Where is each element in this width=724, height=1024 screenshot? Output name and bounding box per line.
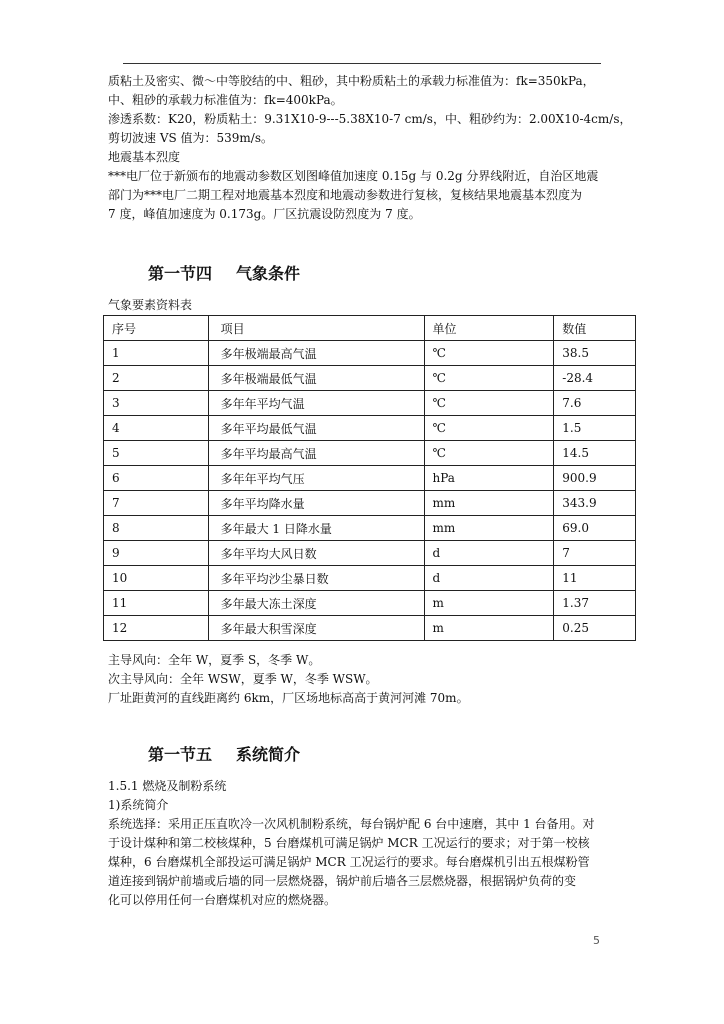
- table-cell: 多年平均大风日数: [208, 541, 424, 566]
- table-row: [104, 541, 636, 566]
- text-line: 于设计煤种和第二校核煤种，5 台磨煤机可满足锅炉 MCR 工况运行的要求；对于第一校核: [108, 836, 590, 850]
- text-line: 厂址距黄河的直线距离约 6km，厂区场地标高高于黄河河滩 70m。: [108, 691, 469, 705]
- table-cell: 多年最大积雪深度: [208, 616, 424, 641]
- table-row: [104, 466, 636, 491]
- table-row: [104, 566, 636, 591]
- section-title: 气象条件: [236, 264, 301, 283]
- header-cell: 单位: [424, 316, 554, 341]
- table-cell: 11: [554, 566, 636, 591]
- header-cell: 序号: [104, 316, 209, 341]
- wind-paragraph: [108, 651, 622, 708]
- text-line: 剪切波速 VS 值为：539m/s。: [108, 131, 274, 145]
- table-cell: 900.9: [554, 466, 636, 491]
- text-line: 质粘土及密实、微～中等胶结的中、粗砂，其中粉质粘土的承载力标准值为：fk=350kPa，: [108, 74, 595, 88]
- table-header-row: [104, 316, 636, 341]
- table-cell: 11: [104, 591, 209, 616]
- table-cell: 4: [104, 416, 209, 441]
- text-line: 系统选择：采用正压直吹冷一次风机制粉系统，每台锅炉配 6 台中速磨，其中 1 台备用。对: [108, 817, 595, 831]
- section-number: 第一节四: [148, 264, 213, 283]
- table-row: [104, 366, 636, 391]
- table-cell: 10: [104, 566, 209, 591]
- table-cell: hPa: [424, 466, 554, 491]
- text-line: ***电厂位于新颁布的地震动参数区划图峰值加速度 0.15g 与 0.2g 分界线附近，自治区地震: [108, 169, 599, 183]
- table-row: [104, 391, 636, 416]
- table-cell: 多年最大 1 日降水量: [208, 516, 424, 541]
- text-line: 次主导风向：全年 WSW，夏季 W，冬季 WSW。: [108, 672, 378, 686]
- table-cell: 7: [104, 491, 209, 516]
- table-row: [104, 491, 636, 516]
- table-cell: 14.5: [554, 441, 636, 466]
- weather-table: [103, 315, 636, 641]
- table-cell: ℃: [424, 366, 554, 391]
- table-cell: m: [424, 591, 554, 616]
- table-cell: m: [424, 616, 554, 641]
- table-cell: 多年最大冻土深度: [208, 591, 424, 616]
- intro-paragraph: [108, 72, 632, 224]
- table-cell: 12: [104, 616, 209, 641]
- table-cell: 0.25: [554, 616, 636, 641]
- table-cell: 1: [104, 341, 209, 366]
- table-cell: mm: [424, 516, 554, 541]
- table-cell: 38.5: [554, 341, 636, 366]
- table-cell: 多年平均最低气温: [208, 416, 424, 441]
- text-line: 1.5.1 燃烧及制粉系统: [108, 779, 227, 793]
- table-cell: 3: [104, 391, 209, 416]
- table-cell: 多年极端最低气温: [208, 366, 424, 391]
- table-cell: ℃: [424, 416, 554, 441]
- table-cell: ℃: [424, 341, 554, 366]
- text-line: 部门为***电厂二期工程对地震基本烈度和地震动参数进行复核，复核结果地震基本烈度为: [108, 188, 583, 202]
- text-line: 道连接到锅炉前墙或后墙的同一层燃烧器，锅炉前后墙各三层燃烧器，根据锅炉负荷的变: [108, 874, 577, 888]
- page-number: 5: [593, 934, 600, 947]
- table-row: [104, 616, 636, 641]
- table-row: [104, 416, 636, 441]
- text-line: 地震基本烈度: [108, 150, 181, 164]
- table-cell: 多年年平均气温: [208, 391, 424, 416]
- table-row: [104, 591, 636, 616]
- section-heading-5: [148, 742, 300, 765]
- section-heading-4: [148, 261, 300, 284]
- table-cell: d: [424, 541, 554, 566]
- table-cell: 7.6: [554, 391, 636, 416]
- header-cell: 项目: [208, 316, 424, 341]
- text-line: 1)系统简介: [108, 798, 169, 812]
- table-cell: 343.9: [554, 491, 636, 516]
- text-line: 化可以停用任何一台磨煤机对应的燃烧器。: [108, 893, 337, 907]
- section-title: 系统简介: [236, 745, 301, 764]
- text-line: 中、粗砂的承载力标准值为：fk=400kPa。: [108, 93, 343, 107]
- table-cell: 多年年平均气压: [208, 466, 424, 491]
- table-cell: ℃: [424, 441, 554, 466]
- table-cell: 9: [104, 541, 209, 566]
- text-line: 渗透系数：K20，粉质粘土：9.31X10-9---5.38X10-7 cm/s，中、粗砂约为：2.00X10-4cm/s，: [108, 112, 632, 126]
- table-cell: mm: [424, 491, 554, 516]
- text-line: 主导风向：全年 W，夏季 S，冬季 W。: [108, 653, 321, 667]
- table-cell: 69.0: [554, 516, 636, 541]
- text-line: 煤种，6 台磨煤机全部投运可满足锅炉 MCR 工况运行的要求。每台磨煤机引出五根煤粉管: [108, 855, 590, 869]
- header-rule: [123, 63, 601, 64]
- table-row: [104, 341, 636, 366]
- table-cell: 7: [554, 541, 636, 566]
- table-cell: 5: [104, 441, 209, 466]
- table-cell: 1.5: [554, 416, 636, 441]
- table-cell: 1.37: [554, 591, 636, 616]
- table-caption: 气象要素资料表: [108, 298, 193, 312]
- table-cell: d: [424, 566, 554, 591]
- system-paragraph: [108, 777, 622, 910]
- table-cell: -28.4: [554, 366, 636, 391]
- table-cell: 多年平均最高气温: [208, 441, 424, 466]
- table-cell: 6: [104, 466, 209, 491]
- table-cell: 8: [104, 516, 209, 541]
- text-line: 7 度，峰值加速度为 0.173g。厂区抗震设防烈度为 7 度。: [108, 207, 421, 221]
- table-cell: 多年平均沙尘暴日数: [208, 566, 424, 591]
- table-row: [104, 516, 636, 541]
- table-cell: 2: [104, 366, 209, 391]
- table-cell: 多年极端最高气温: [208, 341, 424, 366]
- header-cell: 数值: [554, 316, 636, 341]
- table-cell: ℃: [424, 391, 554, 416]
- table-cell: 多年平均降水量: [208, 491, 424, 516]
- table-row: [104, 441, 636, 466]
- section-number: 第一节五: [148, 745, 213, 764]
